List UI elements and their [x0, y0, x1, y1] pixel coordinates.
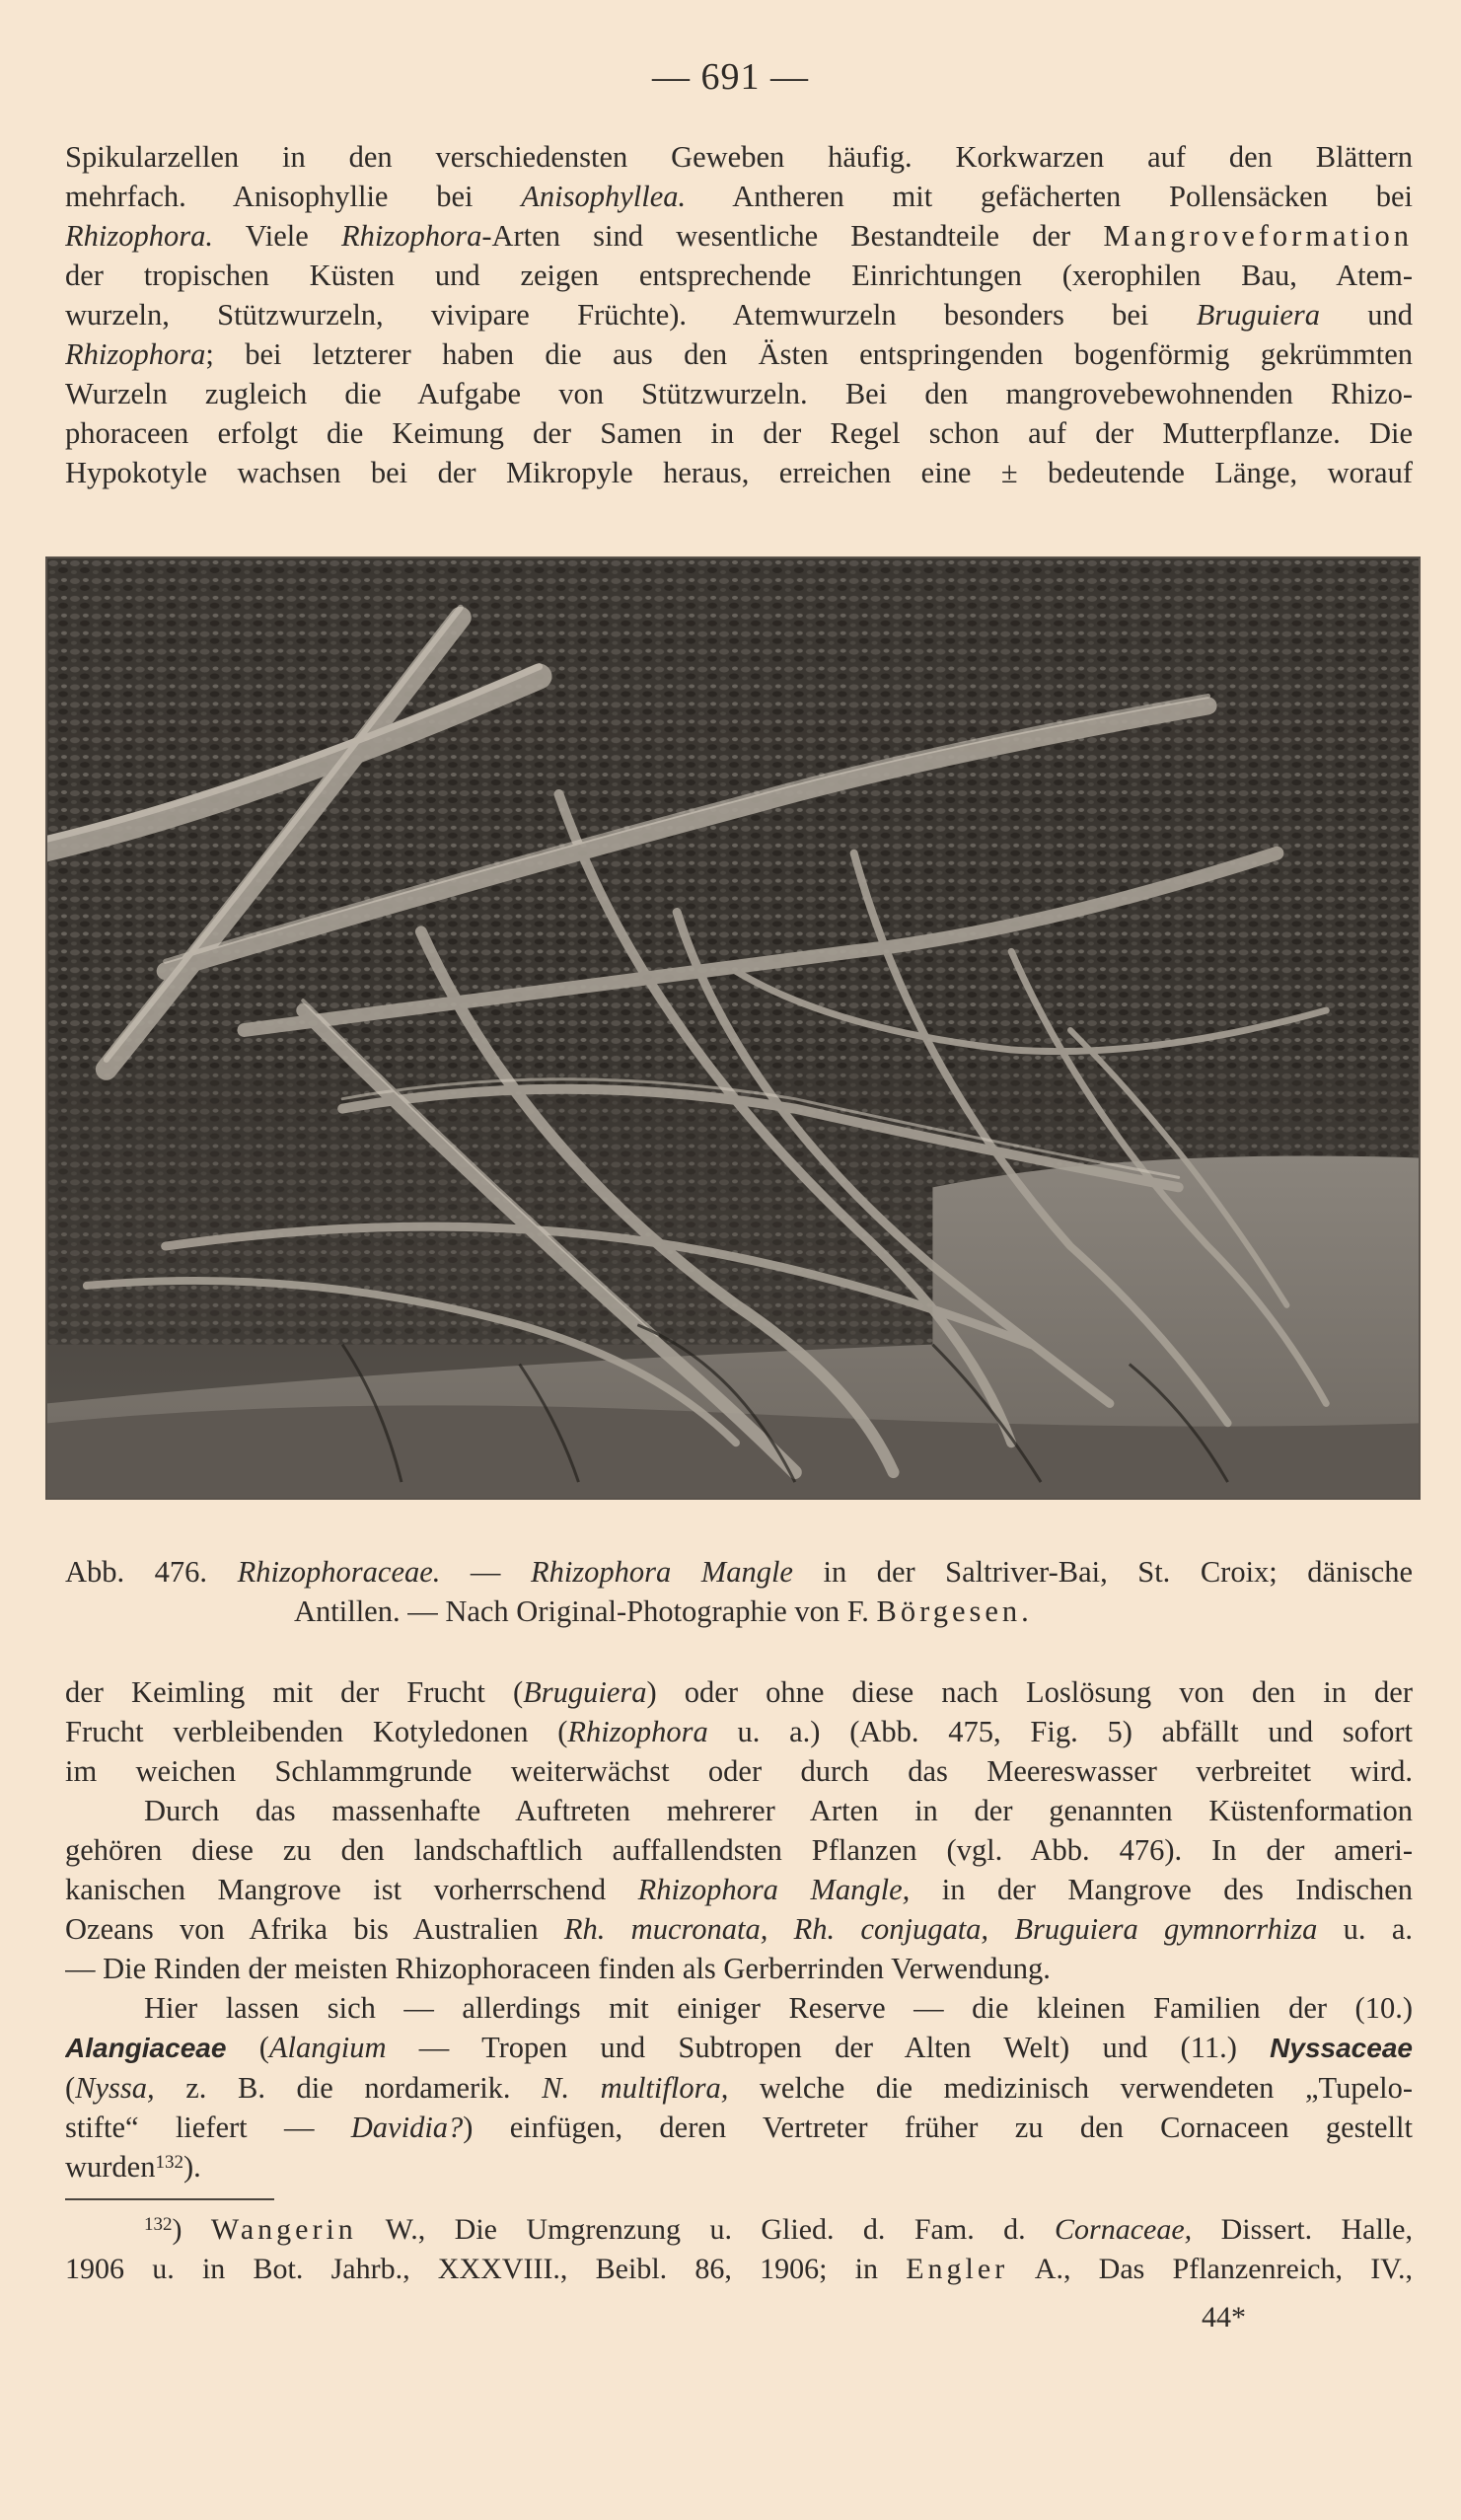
text-run: in der Saltriver-Bai, St. Croix; dänische — [792, 1555, 1413, 1589]
text-line — [65, 453, 1413, 492]
figure-caption — [65, 1552, 1413, 1631]
text-run: ; bei letzterer haben die aus den Ästen entspringenden bogenförmig gekrümmten — [205, 337, 1413, 371]
family-name: Alangiaceae — [65, 2033, 227, 2063]
italic-term: Bruguiera — [523, 1675, 647, 1709]
text-line — [65, 2068, 1413, 2108]
italic-term: Davidia? — [350, 2111, 464, 2144]
italic-term: Rhizophora Mangle — [530, 1555, 793, 1589]
text-line — [65, 413, 1413, 453]
text-run: Ozeans von Afrika bis Australien — [65, 1912, 564, 1946]
top-paragraph — [65, 137, 1413, 492]
body-text — [65, 1672, 1413, 2186]
text-line — [65, 1712, 1413, 1751]
text-run: mehrfach. Anisophyllie bei — [65, 180, 522, 213]
text-run: Hypokotyle wachsen bei der Mikropyle heraus, erreichen eine ± bedeutende Länge, worauf — [65, 456, 1413, 489]
page-number: — 691 — — [652, 56, 809, 98]
mangrove-photograph — [45, 556, 1421, 1500]
text-run: Dissert. Halle, — [1192, 2213, 1413, 2246]
text-run: und — [1320, 298, 1413, 332]
paragraph — [65, 1988, 1413, 2186]
text-line — [65, 1909, 1413, 1949]
text-line — [65, 334, 1413, 374]
text-run: der tropischen Küsten und zeigen entsprechende Einrichtungen (xerophilen Bau, Atem- — [65, 259, 1413, 292]
text-line — [65, 1949, 1413, 1988]
text-run: z. B. die nordamerik. — [154, 2071, 543, 2105]
footnote-line — [65, 2210, 1413, 2250]
text-line — [65, 2147, 1413, 2186]
italic-term: Anisophyllea. — [521, 180, 687, 213]
text-run: ) einfügen, deren Vertreter früher zu den Cornaceen gestellt — [463, 2111, 1413, 2144]
text-line — [65, 1751, 1413, 1791]
text-run: Abb. 476. — [65, 1555, 238, 1589]
spaced-term: Börgesen. — [876, 1594, 1033, 1628]
footnote — [65, 2210, 1413, 2289]
text-run: -Arten sind wesentliche Bestandteile der — [481, 219, 1104, 253]
italic-term: N. multiflora, — [542, 2071, 729, 2105]
text-run: u. a.) (Abb. 475, Fig. 5) abfällt und sofort — [707, 1715, 1413, 1748]
text-run: phoraceen erfolgt die Keimung der Samen in der Regel schon auf der Mutterpflanze. Die — [65, 416, 1413, 450]
text-line — [65, 374, 1413, 413]
italic-term: Rhizophoraceae. — [237, 1555, 441, 1589]
footnote-ref: 132 — [144, 2214, 173, 2235]
text-run: Antheren mit gefächerten Pollensäcken bei — [686, 180, 1413, 213]
paragraph — [65, 1791, 1413, 1988]
italic-term: Rhizophora — [65, 337, 206, 371]
text-run: — Die Rinden der meisten Rhizophoraceen finden als Gerberrinden Verwendung. — [65, 1952, 1051, 1985]
text-run: wurden — [65, 2150, 156, 2184]
text-run: ). — [183, 2150, 201, 2184]
text-run: Wurzeln zugleich die Aufgabe von Stützwurzeln. Bei den mangrovebewohnenden Rhizo- — [65, 377, 1413, 410]
text-run: der Keimling mit der Frucht ( — [65, 1675, 524, 1709]
text-line — [65, 1791, 1413, 1830]
italic-term: Rhizophora. — [65, 219, 213, 253]
text-line — [65, 1870, 1413, 1909]
italic-term: Rh. mucronata, Rh. conjugata, Bruguiera gymnorrhiza — [563, 1912, 1318, 1946]
text-run: welche die medizinisch verwendeten „Tupelo- — [728, 2071, 1413, 2105]
text-run: Viele — [212, 219, 341, 253]
text-run: Durch das massenhafte Auftreten mehrerer Arten in der genannten Küstenformation — [144, 1794, 1413, 1827]
text-line — [65, 1988, 1413, 2028]
text-run: kanischen Mangrove ist vorherrschend — [65, 1873, 638, 1906]
text-run: in der Mangrove des Indischen — [910, 1873, 1413, 1906]
text-line — [65, 295, 1413, 334]
text-run: Frucht verbleibenden Kotyledonen ( — [65, 1715, 568, 1748]
text-run: stifte“ liefert — — [65, 2111, 351, 2144]
text-run: — Tropen und Subtropen der Alten Welt) und (11.) — [386, 2031, 1271, 2064]
text-run: wurzeln, Stützwurzeln, vivipare Früchte). Atemwurzeln besonders bei — [65, 298, 1197, 332]
caption-line-2 — [65, 1592, 1413, 1631]
italic-term: Alangium — [268, 2031, 387, 2064]
text-run: W., Die Umgrenzung u. Glied. d. Fam. d. — [356, 2213, 1056, 2246]
italic-term: Rhizophora — [567, 1715, 708, 1748]
footnote-divider — [65, 2198, 274, 2200]
text-run: gehören diese zu den landschaftlich auffallendsten Pflanzen (vgl. Abb. 476). In der ameri- — [65, 1833, 1413, 1867]
italic-term: Bruguiera — [1196, 298, 1320, 332]
text-run: A., Das Pflanzenreich, IV., — [1008, 2253, 1413, 2285]
text-run: u. a. — [1317, 1912, 1413, 1946]
italic-term: Rhizophora — [341, 219, 482, 253]
text-run: Antillen. — Nach Original-Photographie von F. — [294, 1594, 877, 1628]
text-line — [65, 1672, 1413, 1712]
italic-term: Rhizophora Mangle, — [637, 1873, 911, 1906]
text-line — [65, 1830, 1413, 1870]
footnote-line — [65, 2250, 1413, 2289]
text-run: ( — [226, 2031, 269, 2064]
sheet-signature: 44* — [1202, 2301, 1246, 2334]
text-line — [65, 177, 1413, 216]
spaced-term: Wangerin — [210, 2213, 357, 2246]
text-line — [65, 2108, 1413, 2147]
text-run: im weichen Schlammgrunde weiterwächst oder durch das Meereswasser verbreitet wird. — [65, 1754, 1413, 1788]
text-run: ) — [172, 2213, 211, 2246]
italic-term: Nyssa, — [75, 2071, 155, 2105]
text-run: Hier lassen sich — allerdings mit einiger Reserve — die kleinen Familien der (10.) — [144, 1991, 1413, 2025]
text-run: — — [440, 1555, 531, 1589]
spaced-term: Engler — [906, 2253, 1009, 2285]
text-run: 1906 u. in Bot. Jahrb., XXXVIII., Beibl. 86, 1906; in — [65, 2253, 907, 2285]
family-name: Nyssaceae — [1270, 2033, 1413, 2063]
spaced-term: Mangroveformation — [1103, 219, 1413, 253]
text-run: ) oder ohne diese nach Loslösung von den in der — [646, 1675, 1413, 1709]
italic-term: Cornaceae, — [1055, 2213, 1193, 2246]
footnote-ref: 132 — [155, 2152, 183, 2173]
caption-line-1 — [65, 1552, 1413, 1592]
text-line — [65, 2028, 1413, 2068]
text-line — [65, 256, 1413, 295]
text-line — [65, 216, 1413, 256]
photo-illustration — [47, 558, 1419, 1498]
text-run: ( — [65, 2071, 76, 2105]
text-run: Spikularzellen in den verschiedensten Geweben häufig. Korkwarzen auf den Blättern — [65, 140, 1413, 174]
text-line — [65, 137, 1413, 177]
paragraph — [65, 1672, 1413, 1791]
